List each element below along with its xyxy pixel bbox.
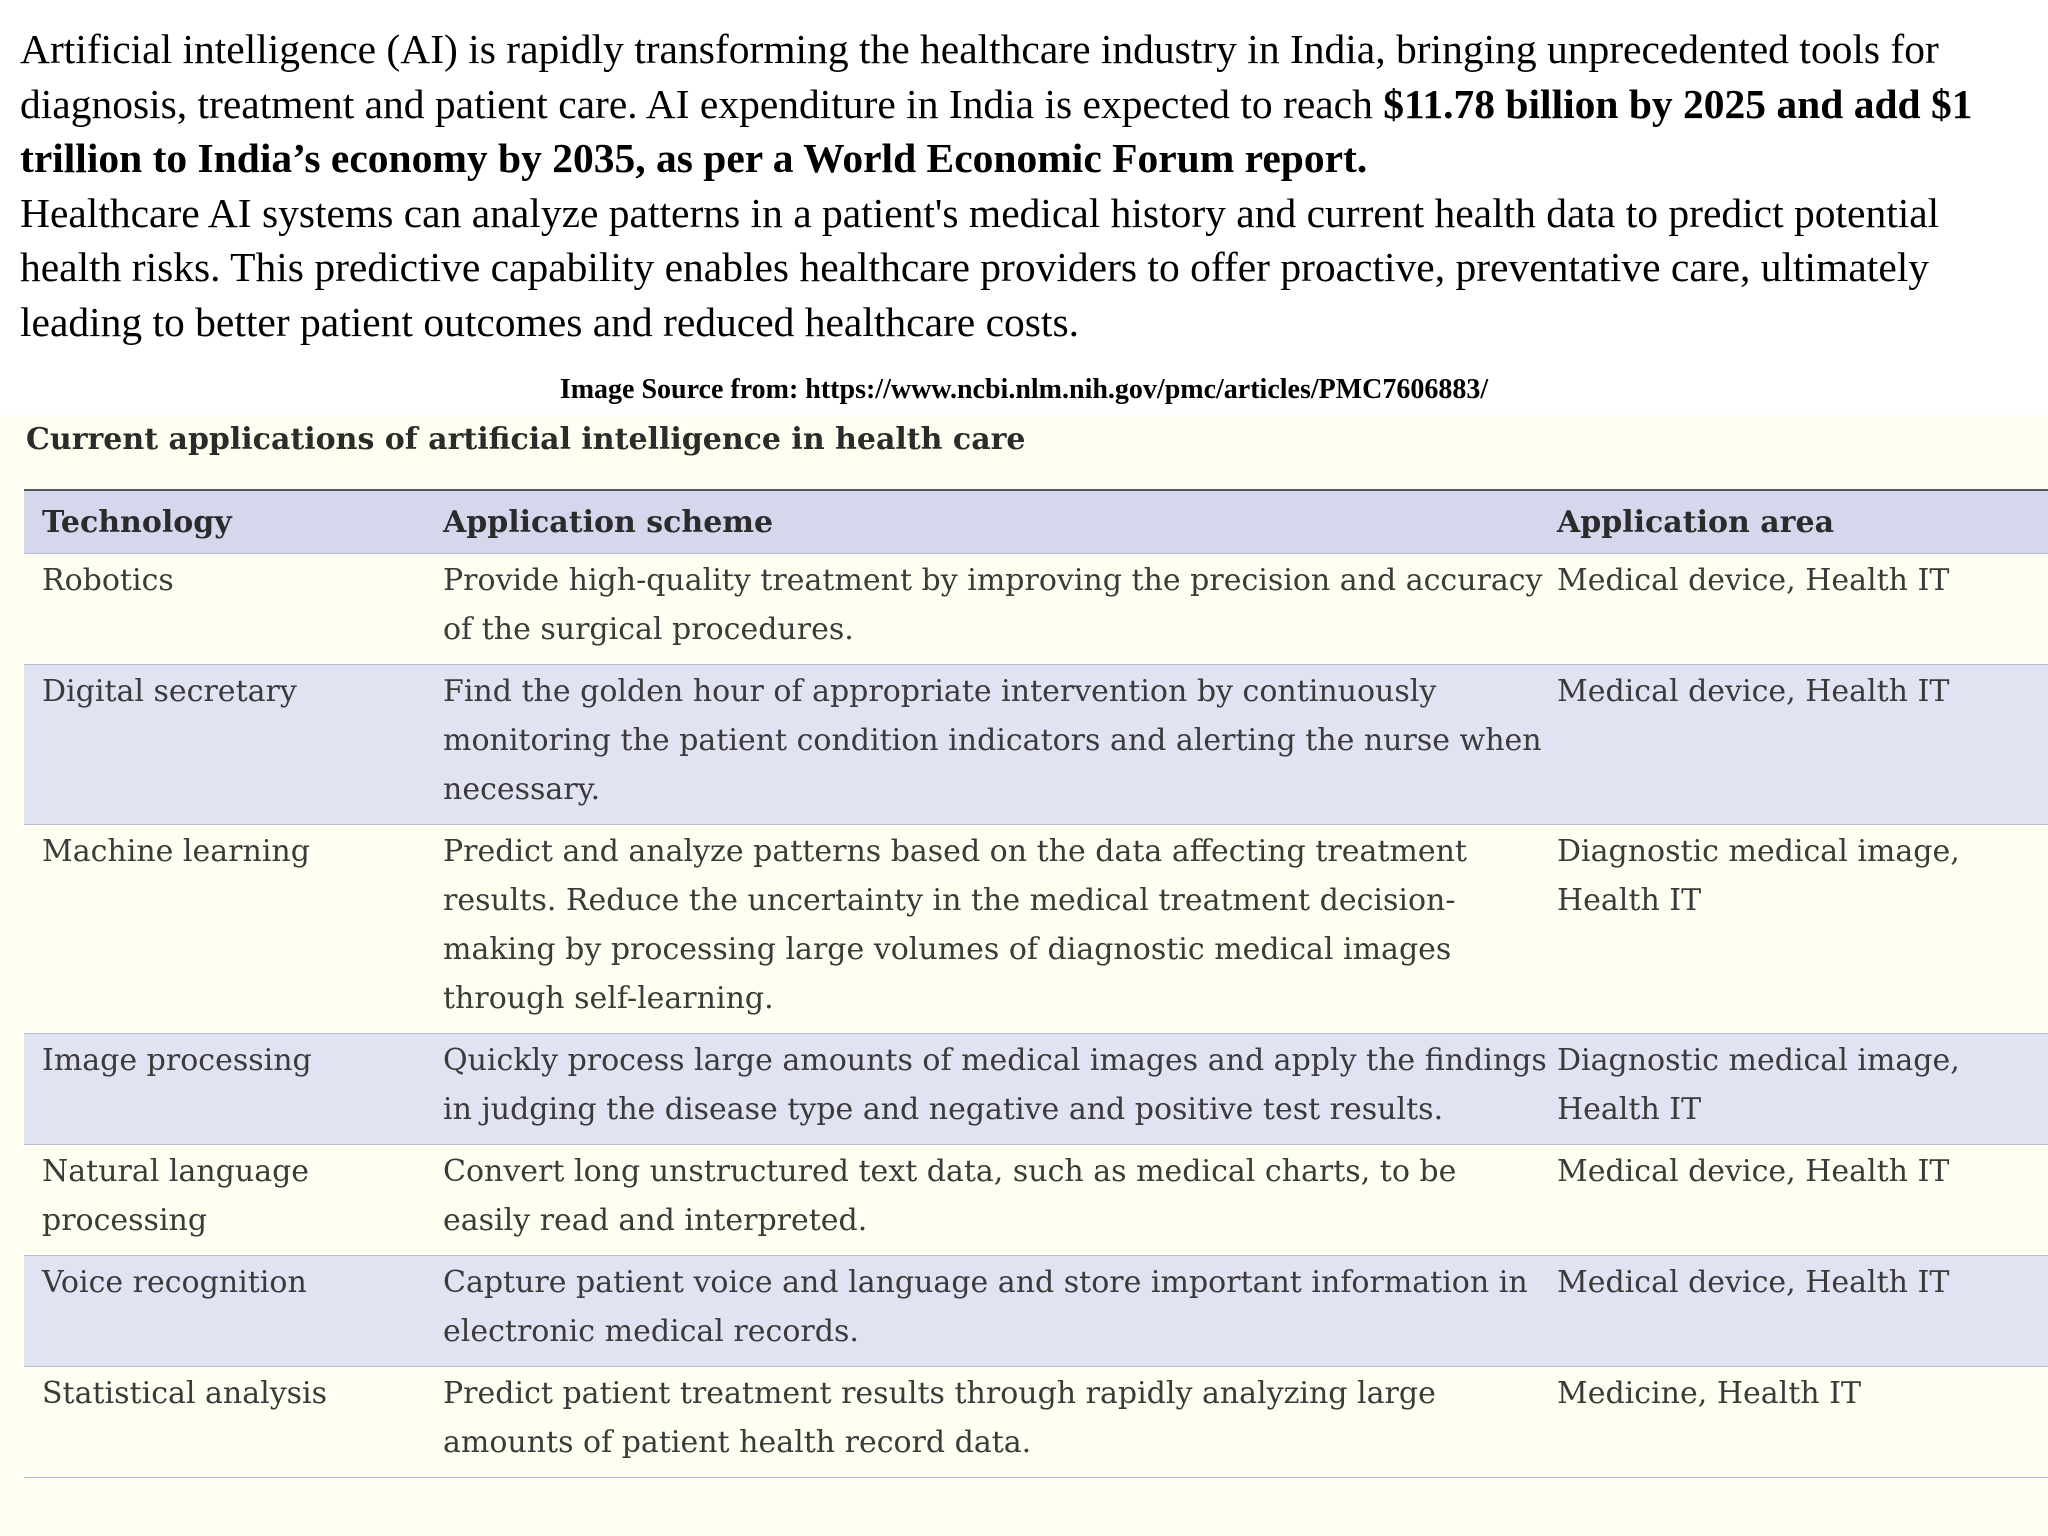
cell-application-area: Medical device, Health IT — [1553, 1256, 2048, 1367]
table-panel — [0, 415, 2048, 1536]
table-row — [24, 1367, 2048, 1478]
cell-technology: Machine learning — [24, 825, 439, 1034]
cell-application-area: Diagnostic medical image, Health IT — [1553, 1034, 2048, 1145]
table-row — [24, 825, 2048, 1034]
cell-application-area: Medical device, Health IT — [1553, 1145, 2048, 1256]
cell-application-scheme: Predict patient treatment results through rapidly analyzing large amounts of patient health record data. — [439, 1367, 1553, 1478]
cell-technology: Robotics — [24, 554, 439, 665]
cell-technology: Natural language processing — [24, 1145, 439, 1256]
cell-application-area: Diagnostic medical image, Health IT — [1553, 825, 2048, 1034]
table-row — [24, 665, 2048, 825]
table-row — [24, 1145, 2048, 1256]
image-source-line: Image Source from: https://www.ncbi.nlm.nih.gov/pmc/articles/PMC7606883/ — [559, 374, 1489, 405]
cell-application-scheme: Predict and analyze patterns based on the data affecting treatment results. Reduce the uncertainty in the medical treatment decision-making by processing large volumes of diagnostic medical images through self-learning. — [439, 825, 1553, 1034]
intro-text-part1: Artificial intelligence (AI) is rapidly transforming the healthcare industry in India, bringing unprecedented tools for diagnosis, treatment and patient care. AI expenditure in India is expected to reach — [20, 26, 1939, 127]
cell-application-scheme: Find the golden hour of appropriate intervention by continuously monitoring the patient condition indicators and alerting the nurse when necessary. — [439, 665, 1553, 825]
cell-technology: Image processing — [24, 1034, 439, 1145]
cell-technology: Digital secretary — [24, 665, 439, 825]
cell-application-scheme: Provide high-quality treatment by improving the precision and accuracy of the surgical procedures. — [439, 554, 1553, 665]
cell-technology: Statistical analysis — [24, 1367, 439, 1478]
cell-technology: Voice recognition — [24, 1256, 439, 1367]
intro-text — [20, 22, 2030, 349]
cell-application-scheme: Convert long unstructured text data, such as medical charts, to be easily read and interpreted. — [439, 1145, 1553, 1256]
table-caption: Current applications of artificial intelligence in health care — [26, 422, 1026, 457]
table-header-row — [24, 490, 2048, 554]
table-row — [24, 554, 2048, 665]
cell-application-area: Medical device, Health IT — [1553, 665, 2048, 825]
header-application-area: Application area — [1553, 490, 2048, 554]
header-technology: Technology — [24, 490, 439, 554]
intro-paragraph-2: Healthcare AI systems can analyze patterns in a patient's medical history and current health data to predict potential health risks. This predictive capability enables healthcare providers to offer proactive, preventative care, ultimately leading to better patient outcomes and reduced healthcare costs. — [20, 189, 1940, 345]
cell-application-area: Medical device, Health IT — [1553, 554, 2048, 665]
intro-paragraph — [20, 22, 2030, 186]
applications-table — [24, 489, 2048, 1478]
table-row — [24, 1256, 2048, 1367]
table-row — [24, 1034, 2048, 1145]
cell-application-area: Medicine, Health IT — [1553, 1367, 2048, 1478]
cell-application-scheme: Capture patient voice and language and store important information in electronic medical records. — [439, 1256, 1553, 1367]
cell-application-scheme: Quickly process large amounts of medical images and apply the findings in judging the disease type and negative and positive test results. — [439, 1034, 1553, 1145]
table-body — [24, 554, 2048, 1478]
header-application-scheme: Application scheme — [439, 490, 1553, 554]
intro-bold-statistic: $11.78 billion by 2025 and add $1 trillion to India’s economy by 2035, as per a World Economic Forum report. — [20, 80, 1973, 181]
